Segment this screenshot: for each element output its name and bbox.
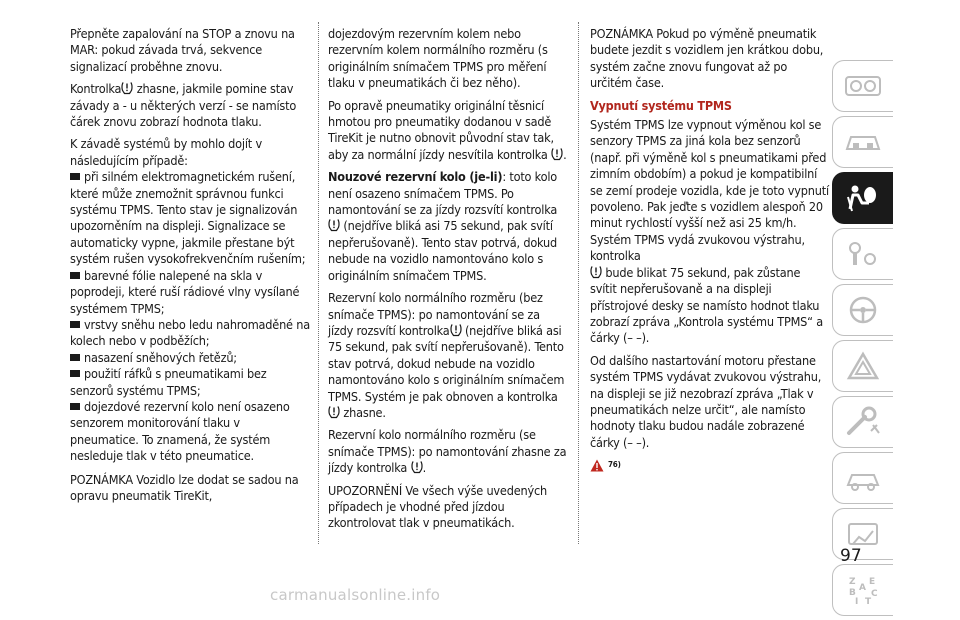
dashboard-icon — [843, 69, 883, 103]
alphabetical-index-icon — [843, 573, 883, 607]
index-letter: A — [859, 583, 866, 593]
list-item: barevné fólie nalepené na skla v poprodeji, které ruší rádiové vlny vysílané systémem TPMS; — [70, 267, 300, 316]
bullet-icon — [70, 354, 80, 361]
list-item: nasazení sněhových řetězů; — [70, 350, 310, 366]
column-right — [590, 26, 830, 474]
tab-start-drive[interactable] — [832, 228, 893, 280]
tab-car-interior[interactable] — [832, 116, 893, 168]
tpms-warning-icon — [121, 81, 133, 95]
tab-steering[interactable] — [832, 284, 893, 336]
paragraph: UPOZORNĚNÍ Ve všech výše uvedených případech je vhodné před jízdou zkontrolovat tlak v pneumatikách. — [328, 482, 547, 531]
tpms-warning-icon — [551, 147, 563, 161]
wrench-maintenance-icon — [843, 405, 883, 439]
start-drive-icon — [843, 237, 883, 271]
tpms-warning-icon — [328, 218, 340, 232]
paragraph: Nouzové rezervní kolo (je-li): toto kolo není osazeno snímačem TPMS. Po namontování se za jízdy rozsvítí kontrolka (nejdříve bliká asi 75 sekund, pak svítí nepřerušovaně). Tento stav potrvá, dokud nebude na vozidlo namontováno kolo s originálním snímačem TPMS. — [328, 169, 558, 283]
paragraph: Systém TPMS lze vypnout výměnou kol se senzory TPMS za jiná kola bez senzorů (např. při výměně kol s pneumatikami před zimním obdobím) a pokud je kompatibilní se zemí prodeje vozidla, kde je toto vypnutí povoleno. Pak jeďte s vozidlem alespoň 20 minut rychlostí vyšší než asi 25 km/h. Systém TPMS vydá zvukovou výstrahu, kontrolka bude blikat 75 sekund, pak zůstane svítit nepřerušovaně a na displeji přístrojové desky se namísto hodnot tlaku zobrazí zpráva „Kontrola systému TPMS“ a čárky (– –). — [590, 117, 829, 346]
bullet-icon — [70, 173, 80, 180]
warning-ref-number: 76) — [608, 460, 621, 470]
tab-safety[interactable] — [832, 172, 893, 224]
paragraph: Přepněte zapalování na STOP a znovu na MAR: pokud závada trvá, sekvence signalizací proběhne znovu. — [70, 26, 295, 74]
steering-wheel-icon — [843, 293, 883, 327]
warning-reference — [590, 457, 830, 473]
tpms-warning-icon — [328, 405, 340, 419]
paragraph: Od dalšího nastartování motoru přestane systém TPMS vydávat zvukovou výstrahu, na displeji se již nezobrazí zpráva „Tlak v pneumatikách nelze určit“, ale namísto hodnoty tlaku budou nadále zobrazené čárky (– –). — [590, 352, 822, 450]
index-letter: T — [865, 597, 872, 607]
paragraph: Rezervní kolo normálního rozměru (se snímače TPMS): po namontování zhasne za jízdy kontrolka . — [328, 427, 567, 476]
list-item: dojezdové rezervní kolo není osazeno senzorem monitorování tlaku v pneumatice. To znamená, že systém nesleduje tlak v této pneumatice. — [70, 398, 290, 464]
technical-data-icon — [843, 461, 883, 495]
column-left — [70, 26, 310, 510]
paragraph: POZNÁMKA Pokud po výměně pneumatik budete jezdit s vozidlem jen krátkou dobu, systém začne znovu fungovat až po určitém čase. — [590, 26, 824, 91]
tab-dashboard[interactable] — [832, 60, 893, 112]
tab-emergency[interactable] — [832, 340, 893, 392]
paragraph: Rezervní kolo normálního rozměru (bez snímače TPMS): po namontování se za jízdy rozsvítí kontrolka (nejdříve bliká asi 75 sekund, pak svítí nepřerušovaně). Tento stav potrvá, dokud nebude na vozidlo namontováno kolo s originálním snímačem TPMS. Systém je pak obnoven a kontrolka zhasne. — [328, 290, 565, 420]
tab-index[interactable] — [832, 564, 893, 616]
bullet-icon — [70, 403, 80, 410]
bullet-icon — [70, 370, 80, 377]
tpms-warning-icon — [590, 265, 602, 279]
column-middle — [328, 26, 568, 538]
bullet-icon — [70, 321, 80, 328]
paragraph: Kontrolka zhasne, jakmile pomine stav závady a - u některých verzí - se namísto čárek znovu zobrazí hodnota tlaku. — [70, 81, 297, 130]
paragraph: K závadě systémů by mohlo dojít v následujícím případě: — [70, 136, 262, 168]
car-interior-icon — [843, 125, 883, 159]
column-divider — [578, 22, 579, 544]
column-divider — [318, 22, 319, 544]
list-item: při silném elektromagnetickém rušení, které může znemožnit správnou funkci systému TPMS. Tento stav je signalizován upozorněním na displeji. Signalizace se automaticky vypne, jakmile přestane být systém rušen vysokofrekvenčním rušením; — [70, 169, 306, 267]
paragraph: POZNÁMKA Vozidlo lze dodat se sadou na opravu pneumatik TireKit, — [70, 471, 299, 503]
paragraph: Po opravě pneumatiky originální těsnicí hmotou pro pneumatiky dodanou v sadě TireKit je nutno obnovit původní stav tak, aby za normální jízdy nesvítila kontrolka . — [328, 97, 567, 162]
bullet-icon — [70, 272, 80, 279]
section-heading: Vypnutí systému TPMS — [590, 97, 732, 113]
list-item: použití ráfků s pneumatikami bez senzorů systému TPMS; — [70, 366, 267, 398]
page-number: 97 — [840, 546, 862, 566]
tab-maintenance[interactable] — [832, 396, 893, 448]
index-letter: E — [869, 577, 876, 587]
watermark: carmanualsonline.info — [270, 586, 441, 604]
emergency-triangle-icon — [843, 349, 883, 383]
list-item: vrstvy sněhu nebo ledu nahromaděné na kolech nebo v podběžích; — [70, 316, 310, 349]
index-letter: I — [855, 597, 859, 607]
index-letter: C — [871, 589, 878, 599]
warning-triangle-icon — [590, 459, 604, 472]
chapter-tabs — [832, 60, 894, 620]
paragraph: dojezdovým rezervním kolem nebo rezervním kolem normálního rozměru (s originálním snímačem TPMS pro měření tlaku v pneumatikách či bez něho). — [328, 26, 548, 91]
safety-airbag-icon — [843, 181, 883, 215]
tpms-warning-icon — [450, 323, 462, 337]
index-letter: Z — [849, 577, 856, 587]
bullet-list — [70, 169, 310, 464]
tpms-warning-icon — [411, 460, 423, 474]
tab-technical-data[interactable] — [832, 452, 893, 504]
index-letter: B — [849, 588, 856, 598]
